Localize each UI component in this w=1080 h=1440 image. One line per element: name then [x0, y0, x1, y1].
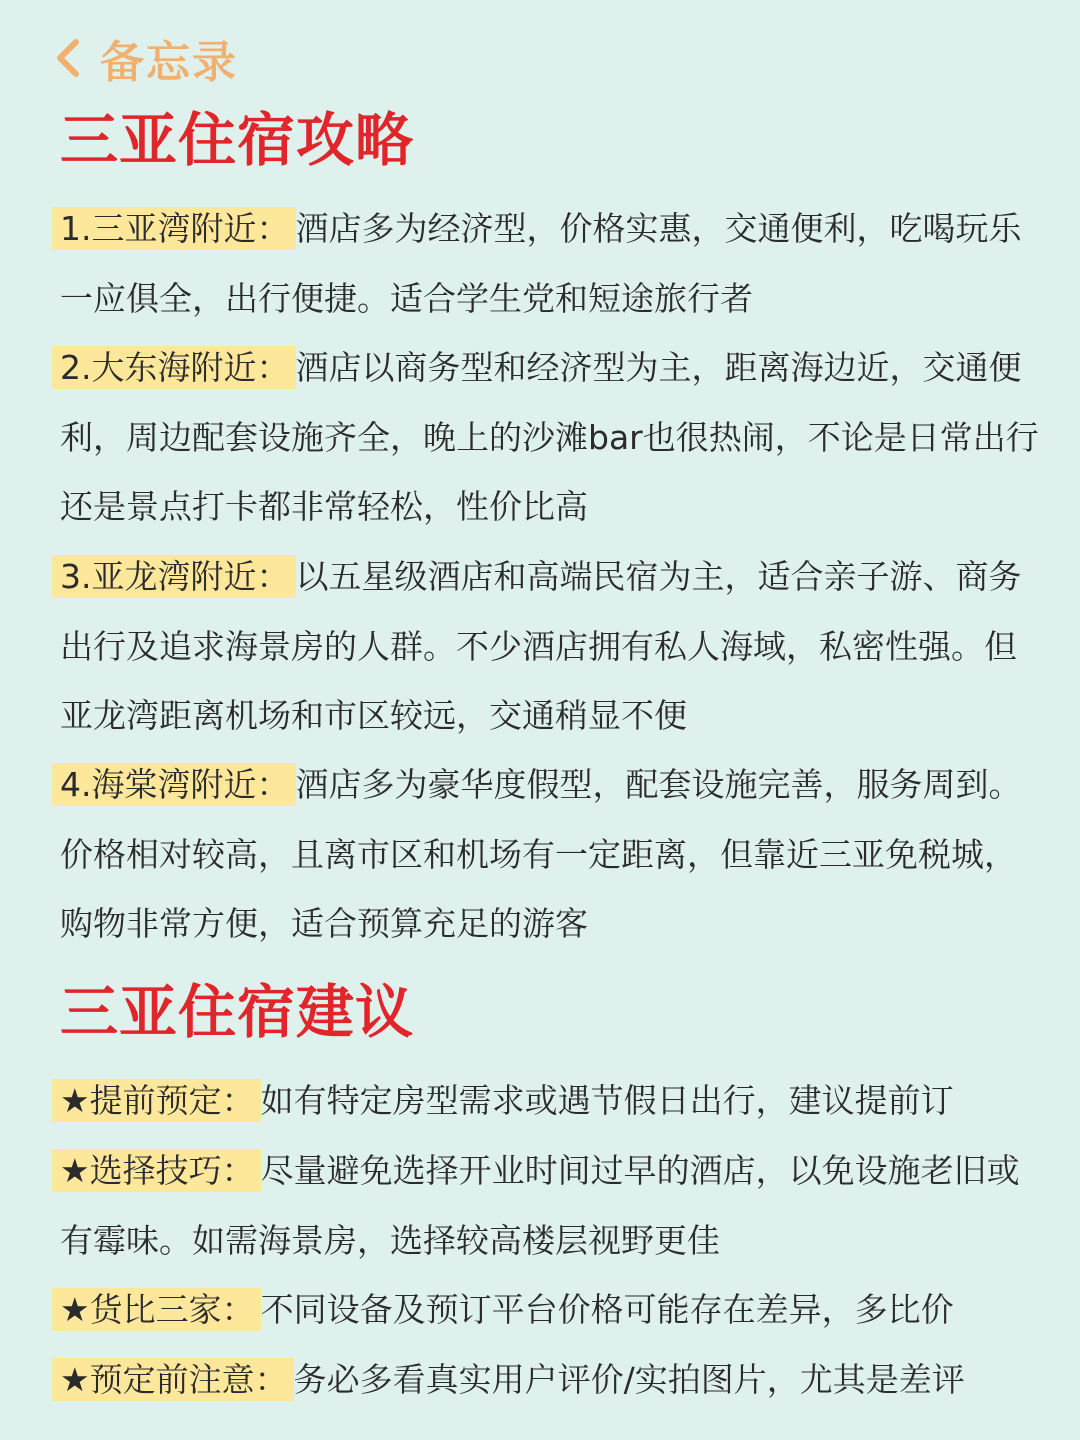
list-item — [60, 1136, 1040, 1275]
navigation-bar — [52, 26, 238, 90]
list-item — [60, 542, 1040, 751]
section-title-accommodation-guide: 三亚住宿攻略 — [60, 106, 415, 174]
list-item — [60, 1275, 1040, 1345]
chevron-left-icon[interactable] — [52, 38, 82, 78]
item-text: 酒店多为豪华度假型，配套设施完善，服务周到。价格相对较高，且离市区和机场有一定距离，但靠近三亚免税城，购物非常方便，适合预算充足的游客 — [60, 765, 1022, 943]
item-text: 以五星级酒店和高端民宿为主，适合亲子游、商务出行及追求海景房的人群。不少酒店拥有私人海域，私密性强。但亚龙湾距离机场和市区较远，交通稍显不便 — [60, 557, 1022, 735]
item-text: 如有特定房型需求或遇节假日出行，建议提前订 — [260, 1081, 954, 1120]
item-text: 不同设备及预订平台价格可能存在差异，多比价 — [260, 1290, 954, 1329]
list-item — [60, 750, 1040, 959]
list-item — [60, 333, 1040, 542]
item-text: 尽量避免选择开业时间过早的酒店，以免设施老旧或有霉味。如需海景房，选择较高楼层视野更佳 — [60, 1151, 1020, 1260]
item-text: 酒店多为经济型，价格实惠，交通便利，吃喝玩乐一应俱全，出行便捷。适合学生党和短途旅行者 — [60, 209, 1022, 318]
item-label: 2.大东海附近： — [52, 346, 296, 389]
item-label: 4.海棠湾附近： — [52, 763, 296, 806]
item-label: ★预定前注意： — [52, 1358, 294, 1401]
back-button[interactable]: 备忘录 — [100, 37, 238, 88]
list-item — [60, 1066, 1040, 1136]
item-label: ★提前预定： — [52, 1079, 261, 1122]
item-text: 务必多看真实用户评价/实拍图片，尤其是差评 — [293, 1360, 965, 1399]
list-item — [60, 1345, 1040, 1415]
item-label: 1.三亚湾附近： — [52, 207, 296, 250]
item-label: 3.亚龙湾附近： — [52, 555, 296, 598]
item-label: ★选择技巧： — [52, 1149, 261, 1192]
section-title-accommodation-tips: 三亚住宿建议 — [60, 978, 415, 1046]
item-text: 酒店以商务型和经济型为主，距离海边近，交通便利，周边配套设施齐全，晚上的沙滩bar也很热闹，不论是日常出行还是景点打卡都非常轻松，性价比高 — [60, 348, 1039, 526]
item-label: ★货比三家： — [52, 1288, 261, 1331]
list-item — [60, 194, 1040, 333]
